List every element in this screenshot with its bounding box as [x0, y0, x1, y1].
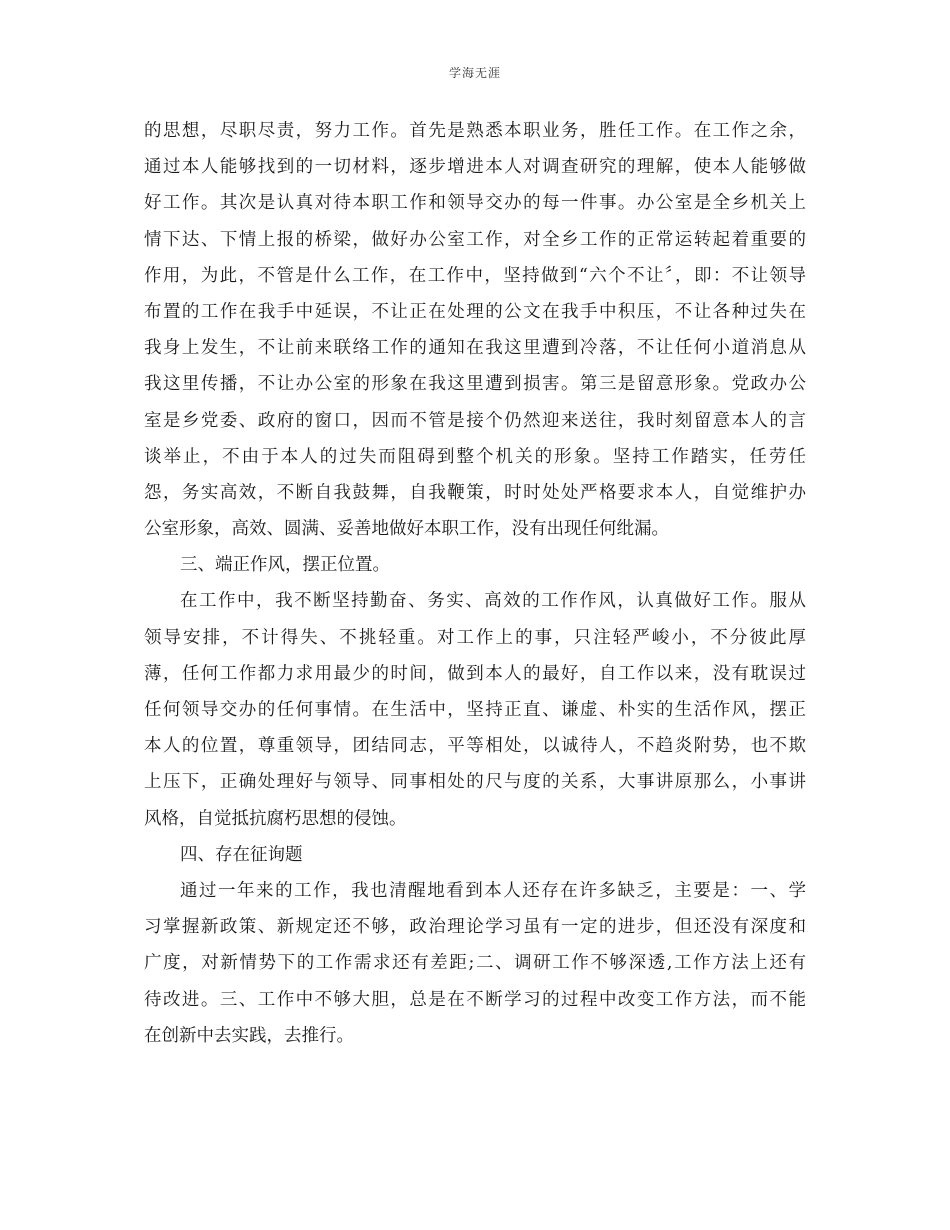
text-line: 好工作。其次是认真对待本职工作和领导交办的每一件事。办公室是全乡机关上 [144, 193, 806, 214]
text-line: 在工作中，我不断坚持勤奋、务实、高效的工作作风，认真做好工作。服从 [180, 591, 806, 612]
text-line: 怨，务实高效，不断自我鼓舞，自我鞭策，时时处处严格要求本人，自觉维护办 [144, 482, 806, 503]
page-header: 学海无涯 [448, 66, 501, 80]
text-line: 公室形象，高效、圆满、妥善地做好本职工作，没有出现任何纰漏。 [144, 519, 669, 540]
text-line: 本人的位置，尊重领导，团结同志，平等相处，以诚待人，不趋炎附势，也不欺 [144, 736, 806, 757]
text-line: 任何领导交办的任何事情。在生活中，坚持正直、谦虚、朴实的生活作风，摆正 [144, 700, 806, 720]
text-line: 上压下，正确处理好与领导、同事相处的尺与度的关系，大事讲原那么，小事讲 [144, 772, 806, 793]
text-line: 广度，对新情势下的工作需求还有差距;二、调研工作不够深透,工作方法上还有 [144, 953, 806, 974]
text-line: 我身上发生，不让前来联络工作的通知在我这里遭到冷落，不让任何小道消息从 [144, 338, 806, 359]
document-body [144, 113, 806, 1054]
text-line: 通过本人能够找到的一切材料，逐步增进本人对调查研究的理解，使本人能够做 [144, 157, 806, 178]
text-line: 我这里传播，不让办公室的形象在我这里遭到损害。第三是留意形象。党政办公 [144, 374, 806, 395]
text-line: 在创新中去实践，去推行。 [144, 1025, 354, 1046]
text-line: 薄，任何工作都力求用最少的时间，做到本人的最好，自工作以来，没有耽误过 [144, 663, 806, 684]
text-line: 习掌握新政策、新规定还不够，政治理论学习虽有一定的进步，但还没有深度和 [144, 917, 806, 938]
text-line: 谈举止，不由于本人的过失而阻碍到整个机关的形象。坚持工作踏实，任劳任 [144, 446, 806, 467]
text-line: 待改进。三、工作中不够大胆，总是在不断学习的过程中改变工作方法，而不能 [144, 989, 806, 1010]
text-line: 领导安排，不计得失、不挑轻重。对工作上的事，只注轻严峻小，不分彼此厚 [144, 627, 806, 648]
text-line: 风格，自觉抵抗腐朽思想的侵蚀。 [144, 808, 407, 829]
text-line: 布置的工作在我手中延误，不让正在处理的公文在我手中积压，不让各种过失在 [144, 301, 806, 322]
section-heading: 三、端正作风，摆正位置。 [180, 555, 390, 576]
text-line: 的思想，尽职尽责，努力工作。首先是熟悉本职业务，胜任工作。在工作之余， [144, 121, 806, 141]
text-line: 通过一年来的工作，我也清醒地看到本人还存在许多缺乏，主要是：一、学 [180, 880, 806, 901]
text-line: 情下达、下情上报的桥梁，做好办公室工作，对全乡工作的正常运转起着重要的 [144, 229, 806, 250]
text-line: 室是乡党委、政府的窗口，因而不管是接个仍然迎来送往，我时刻留意本人的言 [144, 410, 806, 431]
section-heading: 四、存在征询题 [180, 844, 303, 865]
text-line: 作用，为此，不管是什么工作，在工作中，坚持做到“六个不让〞，即：不让领导 [144, 265, 806, 286]
